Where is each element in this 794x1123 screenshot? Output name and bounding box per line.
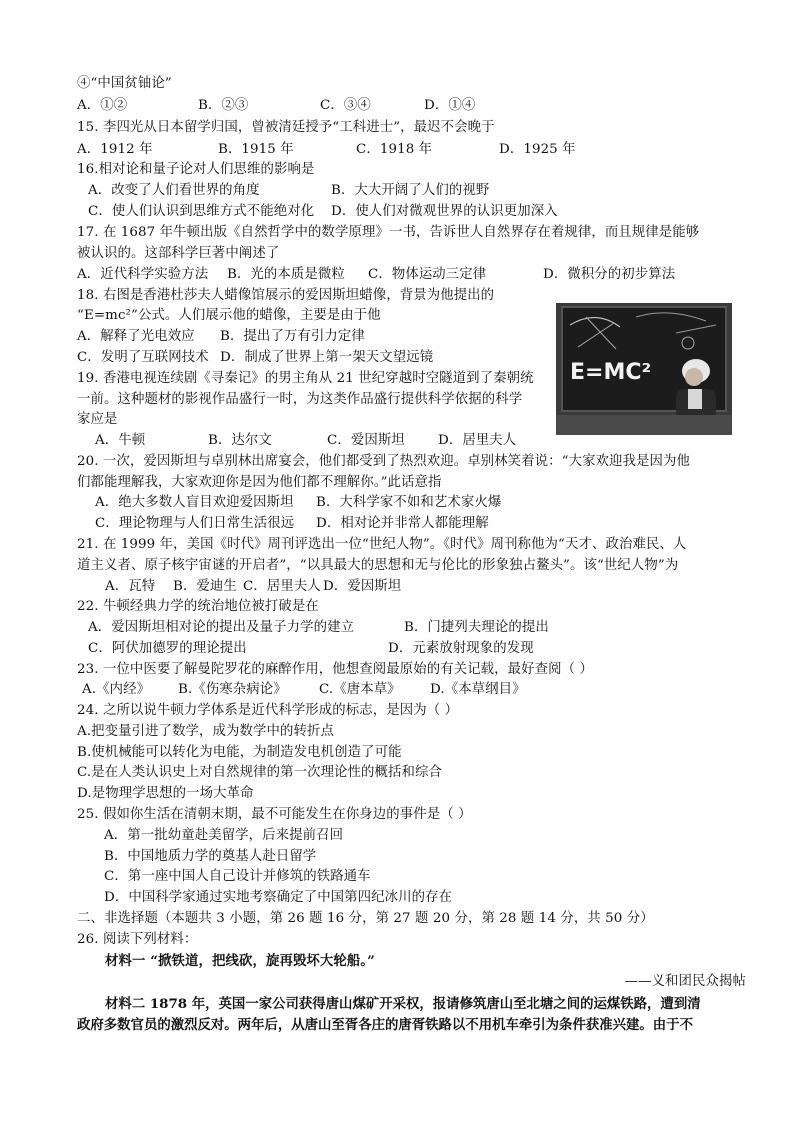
q25-option-b: B．中国地质力学的奠基人赴日留学 bbox=[104, 849, 317, 864]
q23-stem: 23. 一位中医要了解曼陀罗花的麻醉作用，他想查阅最原始的有关记载，最好查阅（ ） bbox=[77, 662, 593, 677]
q14-option-b: B．②③ bbox=[198, 98, 249, 113]
q16-option-a: A．改变了人们看世界的角度 bbox=[88, 183, 260, 198]
q14-item-4: ④“中国贫铀论” bbox=[77, 76, 172, 91]
q20-option-c: C．理论物理与人们日常生活很远 bbox=[95, 516, 295, 531]
q21-option-c: C．居里夫人 bbox=[243, 579, 321, 594]
q25-option-a: A．第一批幼童赴美留学，后来提前召回 bbox=[104, 828, 344, 843]
q17-stem-line2: 被认识的。这部科学巨著中阐述了 bbox=[77, 246, 280, 261]
q20-options-row2 bbox=[95, 514, 489, 534]
q24-option-c: C.是在人类认识史上对自然规律的第一次理论性的概括和综合 bbox=[77, 765, 442, 780]
q18-option-a: A．解释了光电效应 bbox=[77, 329, 195, 344]
q18-stem-line2: “E=mc²”公式。人们展示他的蜡像，主要是由于他 bbox=[77, 308, 381, 323]
q14-option-a: A．①② bbox=[77, 98, 128, 113]
q22-stem: 22. 牛顿经典力学的统治地位被打破是在 bbox=[77, 599, 319, 614]
q20-option-b: B．大科学家不如和艺术家火爆 bbox=[316, 495, 502, 510]
einstein-wax-figure-photo bbox=[556, 303, 732, 435]
q22-option-c: C．阿伏加德罗的理论提出 bbox=[88, 641, 247, 656]
q24-option-b: B.使机械能可以转化为电能，为制造发电机创造了可能 bbox=[77, 745, 402, 760]
q17-options bbox=[77, 265, 675, 285]
q23-option-d: D.《本草纲目》 bbox=[430, 682, 526, 697]
q26-material1: 材料一 “掀铁道，把线砍，旋再毁坏大轮船。” bbox=[105, 953, 375, 969]
q17-option-d: D．微积分的初步算法 bbox=[543, 267, 676, 282]
q21-stem-line1: 21. 在 1999 年，美国《时代》周刊评选出一位“世纪人物”。《时代》周刊称他为“天才、政治难民、人 bbox=[77, 537, 687, 552]
q21-stem-line2: 道主义者、原子核宇宙谜的开启者”，“以具最大的思想和无与伦比的形象独占鳌头”。该“世纪人物”为 bbox=[77, 558, 679, 573]
section2-heading: 二、非选择题（本题共 3 小题，第 26 题 16 分，第 27 题 20 分，第 28 题 14 分，共 50 分） bbox=[77, 911, 654, 926]
q21-option-b: B．爱迪生 bbox=[173, 579, 237, 594]
q20-option-d: D．相对论并非常人都能理解 bbox=[316, 516, 489, 531]
q19-option-a: A．牛顿 bbox=[95, 433, 146, 448]
q19-stem-line1: 19. 香港电视连续剧《寻秦记》的男主角从 21 世纪穿越时空隧道到了秦朝统 bbox=[77, 371, 534, 386]
q18-option-d: D．制成了世界上第一架天文望远镜 bbox=[220, 350, 434, 365]
q14-option-d: D．①④ bbox=[424, 98, 476, 113]
q16-options-row2 bbox=[88, 202, 558, 222]
q25-option-c: C．第一座中国人自己设计并修筑的铁路通车 bbox=[104, 869, 371, 884]
q19-option-b: B．达尔文 bbox=[208, 433, 272, 448]
q25-stem: 25. 假如你生活在清朝末期，最不可能发生在你身边的事件是（ ） bbox=[77, 807, 472, 822]
q23-options bbox=[82, 680, 526, 700]
q17-option-a: A．近代科学实验方法 bbox=[77, 267, 209, 282]
q16-options-row1 bbox=[88, 181, 489, 201]
q19-stem-line3: 家应是 bbox=[77, 412, 118, 427]
q17-option-b: B．光的本质是微粒 bbox=[227, 267, 345, 282]
q15-option-a: A．1912 年 bbox=[77, 142, 153, 157]
q14-options bbox=[77, 96, 475, 116]
blackboard-formula: E=MC² bbox=[570, 360, 652, 385]
q26-material2-line1: 材料二 1878 年，英国一家公司获得唐山煤矿开采权，报请修筑唐山至北塘之间的运煤铁路，遭到清 bbox=[105, 996, 701, 1012]
q21-option-a: A．瓦特 bbox=[105, 579, 156, 594]
q18-option-c: C．发明了互联网技术 bbox=[77, 350, 209, 365]
q24-option-a: A.把变量引进了数学，成为数学中的转折点 bbox=[77, 724, 334, 739]
q15-option-b: B．1915 年 bbox=[218, 142, 294, 157]
q20-option-a: A．绝大多数人盲目欢迎爱因斯坦 bbox=[95, 495, 294, 510]
q21-options bbox=[105, 577, 401, 597]
q24-option-d: D.是物理学思想的一场大革命 bbox=[77, 786, 254, 801]
q20-stem-line2: 们都能理解我，大家欢迎你是因为他们都不理解你。”此话意指 bbox=[77, 475, 442, 490]
q15-option-c: C．1918 年 bbox=[356, 142, 433, 157]
q23-option-a: A.《内经》 bbox=[82, 682, 151, 697]
q18-option-b: B．提出了万有引力定律 bbox=[220, 329, 365, 344]
q22-option-b: B．门捷列夫理论的提出 bbox=[404, 620, 549, 635]
q26-stem: 26. 阅读下列材料： bbox=[77, 932, 198, 947]
q20-options-row1 bbox=[95, 493, 501, 513]
q19-stem-line2: 一前。这种题材的影视作品盛行一时，为这类作品盛行提供科学依据的科学 bbox=[77, 392, 523, 407]
q26-material2-line2: 政府多数官员的激烈反对。两年后，从唐山至胥各庄的唐胥铁路以不用机车牵引为条件获准兴建。由于不 bbox=[77, 1017, 693, 1033]
q23-option-b: B.《伤寒杂病论》 bbox=[178, 682, 287, 697]
q20-stem-line1: 20. 一次，爱因斯坦与卓别林出席宴会，他们都受到了热烈欢迎。卓别林笑着说：“大家欢迎我是因为他 bbox=[77, 454, 690, 469]
q22-options-row2 bbox=[88, 639, 534, 659]
q15-option-d: D．1925 年 bbox=[499, 142, 576, 157]
q16-option-c: C．使人们认识到思维方式不能绝对化 bbox=[88, 204, 315, 219]
q22-option-d: D．元素放射现象的发现 bbox=[388, 641, 534, 656]
q19-option-d: D．居里夫人 bbox=[438, 433, 517, 448]
q16-option-b: B．大大开阔了人们的视野 bbox=[331, 183, 490, 198]
q15-stem: 15. 李四光从日本留学归国，曾被清廷授予“工科进士”，最迟不会晚于 bbox=[77, 120, 495, 135]
q26-source1: ——义和团民众揭帖 bbox=[624, 974, 746, 989]
q19-option-c: C．爱因斯坦 bbox=[327, 433, 405, 448]
q17-stem-line1: 17. 在 1687 年牛顿出版《自然哲学中的数学原理》一书，告诉世人自然界存在着规律，而且规律是能够 bbox=[77, 225, 700, 240]
q22-options-row1 bbox=[88, 618, 549, 638]
q18-stem-line1: 18. 右图是香港杜莎夫人蜡像馆展示的爱因斯坦蜡像，背景为他提出的 bbox=[77, 288, 495, 303]
q17-option-c: C．物体运动三定律 bbox=[368, 267, 487, 282]
q21-option-d: D．爱因斯坦 bbox=[323, 579, 402, 594]
q23-option-c: C.《唐本草》 bbox=[319, 682, 401, 697]
q18-options-row2 bbox=[77, 348, 433, 368]
q15-options bbox=[77, 140, 576, 160]
q19-options bbox=[95, 431, 516, 451]
q25-option-d: D．中国科学家通过实地考察确定了中国第四纪冰川的存在 bbox=[104, 890, 453, 905]
q18-options-row1 bbox=[77, 327, 365, 347]
q16-stem: 16.相对论和量子论对人们思维的影响是 bbox=[77, 162, 315, 177]
q24-stem: 24. 之所以说牛顿力学体系是近代科学形成的标志，是因为（ ） bbox=[77, 703, 459, 718]
q14-option-c: C．③④ bbox=[320, 98, 371, 113]
photo-illustration bbox=[556, 303, 732, 435]
q16-option-d: D．使人们对微观世界的认识更加深入 bbox=[331, 204, 558, 219]
q22-option-a: A．爱因斯坦相对论的提出及量子力学的建立 bbox=[88, 620, 355, 635]
